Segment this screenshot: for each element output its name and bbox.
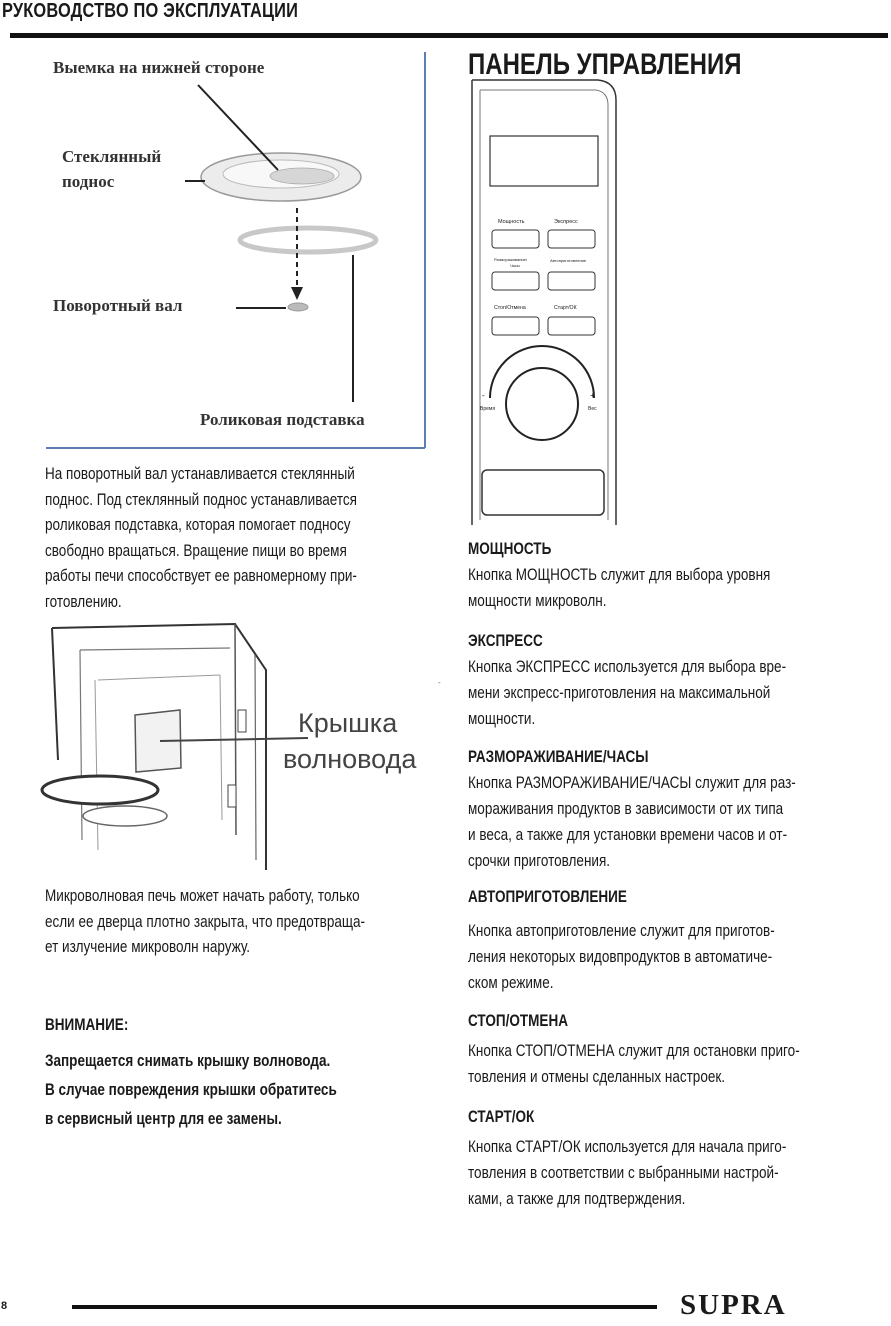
- section-start-ok: [468, 1104, 867, 1212]
- text-line: готовлению.: [45, 592, 122, 611]
- section-heading: СТОП/ОТМЕНА: [468, 1012, 569, 1030]
- text-line: мораживания продуктов в зависимости от их типа: [468, 800, 784, 818]
- section-defrost-clock: [468, 744, 867, 874]
- svg-text:Размораживание/: Размораживание/: [494, 257, 527, 262]
- label-shaft: Поворотный вал: [53, 296, 183, 315]
- text-line: Кнопка СТАРТ/ОК используется для начала приго-: [468, 1138, 787, 1156]
- section-body: [468, 654, 867, 732]
- section-body: [468, 1134, 867, 1212]
- text-line: мощности микроволн.: [468, 592, 607, 610]
- svg-text:Стоп/Отмена: Стоп/Отмена: [494, 305, 526, 311]
- label-waveguide-cover-1: Крышка: [298, 708, 398, 738]
- text-line: и веса, а также для установки времени часов и от-: [468, 826, 788, 844]
- section-stop-cancel: [468, 1008, 867, 1090]
- stop-cancel-button[interactable]: [492, 317, 539, 335]
- svg-text:Часы: Часы: [510, 263, 520, 268]
- text-line: ском режиме.: [468, 974, 554, 992]
- text-line: срочки приготовления.: [468, 852, 611, 870]
- section-body: [468, 562, 867, 614]
- start-ok-button[interactable]: [548, 317, 595, 335]
- label-recess: Выемка на нижней стороне: [53, 58, 265, 77]
- document-title: РУКОВОДСТВО ПО ЭКСПЛУАТАЦИИ: [2, 0, 299, 22]
- text-line: товления в соответствии с выбранными настрой-: [468, 1164, 779, 1182]
- svg-text:Время: Время: [480, 406, 496, 412]
- time-weight-dial[interactable]: [506, 368, 578, 440]
- turntable-paragraph: [45, 462, 437, 615]
- text-line: Кнопка МОЩНОСТЬ служит для выбора уровня: [468, 566, 771, 584]
- text-line: ления некоторых видовпродуктов в автоматиче-: [468, 948, 773, 966]
- section-express: [468, 628, 867, 732]
- section-heading: РАЗМОРАЖИВАНИЕ/ЧАСЫ: [468, 748, 649, 766]
- text-line: поднос. Под стеклянный поднос устанавливается: [45, 490, 357, 509]
- door-open-button[interactable]: [482, 470, 604, 515]
- label-roller: Роликовая подставка: [200, 410, 365, 429]
- brand-logo: SUPRA: [680, 1289, 787, 1321]
- text-line: Кнопка ЭКСПРЕСС используется для выбора вре-: [468, 658, 787, 676]
- svg-text:-: -: [438, 678, 441, 687]
- section-body: [468, 918, 867, 996]
- text-line: если ее дверца плотно закрыта, что предотвраща-: [45, 912, 366, 931]
- header-rule: [10, 33, 888, 38]
- warning-text: [45, 1047, 437, 1134]
- section-heading: ЭКСПРЕСС: [468, 632, 543, 650]
- text-line: Запрещается снимать крышку волновода.: [45, 1052, 331, 1070]
- text-line: в сервисный центр для ее замены.: [45, 1110, 282, 1128]
- control-panel-illustration: [468, 80, 623, 530]
- section-body: [468, 770, 867, 874]
- svg-text:+: +: [590, 391, 595, 400]
- control-panel-title: ПАНЕЛЬ УПРАВЛЕНИЯ: [468, 48, 742, 81]
- control-panel-figure: [468, 80, 623, 530]
- text-line: работы печи способствует ее равномерному при-: [45, 567, 357, 585]
- text-line: мени экспресс-приготовления на максимальной: [468, 684, 771, 702]
- svg-text:Экспресс: Экспресс: [554, 219, 578, 225]
- turntable-figure: [40, 50, 430, 450]
- sections-column: [468, 536, 867, 1212]
- svg-text:Вес: Вес: [588, 406, 597, 412]
- text-line: роликовая подставка, которая помогает подносу: [45, 516, 351, 534]
- door-paragraph: [45, 884, 437, 961]
- section-heading: СТАРТ/ОК: [468, 1108, 535, 1126]
- text-line: В случае повреждения крышки обратитесь: [45, 1081, 337, 1099]
- text-line: свободно вращаться. Вращение пищи во время: [45, 541, 347, 560]
- text-line: Кнопка РАЗМОРАЖИВАНИЕ/ЧАСЫ служит для раз-: [468, 774, 796, 792]
- text-line: Микроволновая печь может начать работу, только: [45, 887, 360, 905]
- section-body: [468, 1038, 867, 1090]
- label-glass-tray-2: поднос: [62, 172, 115, 191]
- svg-text:Мощность: Мощность: [498, 219, 525, 225]
- express-button[interactable]: [548, 230, 595, 248]
- text-line: мощности.: [468, 710, 536, 728]
- section-power: [468, 536, 867, 614]
- auto-cook-button[interactable]: [548, 272, 595, 290]
- section-auto-cook: [468, 884, 867, 996]
- turntable-illustration: [40, 50, 430, 450]
- text-line: Кнопка СТОП/ОТМЕНА служит для остановки приго-: [468, 1042, 800, 1060]
- svg-text:Старт/ОК: Старт/ОК: [554, 305, 577, 311]
- text-line: товления и отмены сделанных настроек.: [468, 1068, 726, 1086]
- text-line: ет излучение микроволн наружу.: [45, 938, 251, 956]
- footer-rule: [72, 1305, 657, 1309]
- svg-text:Автоприготовление: Автоприготовление: [550, 258, 587, 263]
- label-waveguide-cover-2: волновода: [283, 744, 417, 774]
- warning-title: ВНИМАНИЕ:: [45, 1016, 129, 1034]
- label-glass-tray-1: Стеклянный: [62, 147, 162, 166]
- page-number: 8: [1, 1300, 8, 1312]
- text-line: На поворотный вал устанавливается стеклянный: [45, 465, 355, 483]
- section-heading: МОЩНОСТЬ: [468, 540, 552, 558]
- defrost-clock-button[interactable]: [492, 272, 539, 290]
- text-line: ками, а также для подтверждения.: [468, 1190, 686, 1208]
- text-line: Кнопка автоприготовление служит для приготов-: [468, 922, 775, 940]
- power-button[interactable]: [492, 230, 539, 248]
- section-heading: АВТОПРИГОТОВЛЕНИЕ: [468, 888, 627, 906]
- svg-text:-: -: [482, 391, 485, 400]
